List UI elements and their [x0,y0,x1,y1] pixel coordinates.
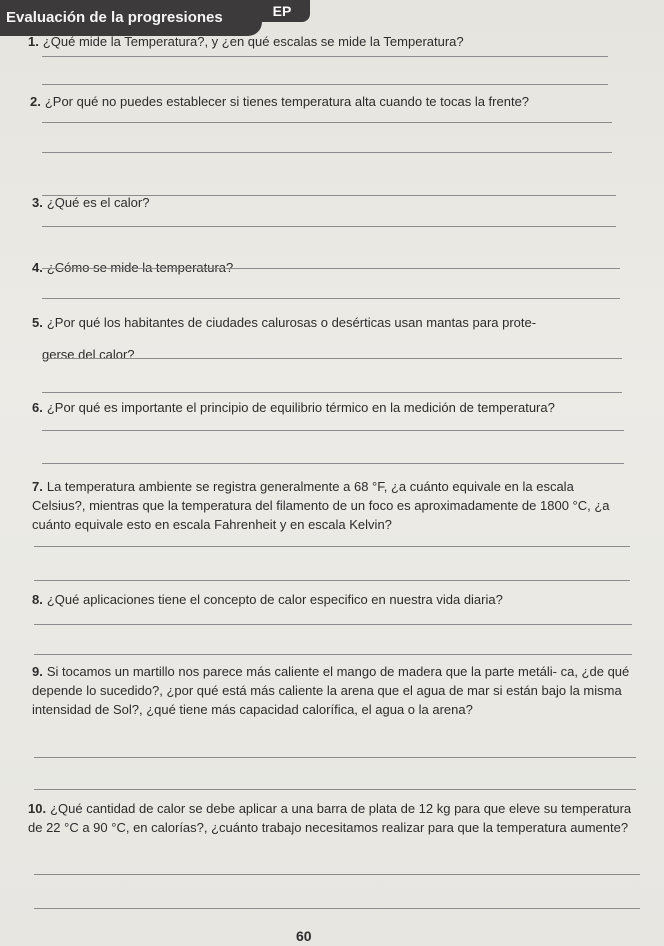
question-7 [32,477,628,534]
question-text: ¿Qué aplicaciones tiene el concepto de calor especifico en nuestra vida diaria? [46,592,503,607]
question-number: 6. [32,400,43,415]
answer-line[interactable] [34,757,636,758]
answer-line[interactable] [42,268,620,269]
answer-line[interactable] [42,463,624,464]
question-text: ¿Por qué no puedes establecer si tienes temperatura alta cuando te tocas la frente? [44,94,530,109]
answer-line[interactable] [34,789,636,790]
answer-line[interactable] [42,358,622,359]
answer-line[interactable] [42,392,622,393]
page-number: 60 [296,928,312,944]
answer-line[interactable] [42,430,624,431]
question-number: 8. [32,592,43,607]
question-number: 9. [32,664,43,679]
answer-line[interactable] [34,874,640,875]
answer-line[interactable] [34,546,630,547]
answer-line[interactable] [34,908,640,909]
section-title: Evaluación de la progresiones [0,0,262,36]
question-number: 3. [32,195,43,210]
question-number: 5. [32,315,43,330]
answer-line[interactable] [42,152,612,153]
question-text: ¿Por qué los habitantes de ciudades calurosas o desérticas usan mantas para prote- [46,315,537,330]
answer-line[interactable] [34,654,632,655]
question-10 [28,799,642,837]
question-number: 1. [28,34,39,49]
answer-line[interactable] [42,84,608,85]
question-text: ¿Qué es el calor? [46,195,150,210]
question-2 [30,92,630,111]
question-text: Si tocamos un martillo nos parece más caliente el mango de madera que la parte metáli- ca, ¿de qué depende lo sucedido?, ¿por qué está más caliente la arena que el agua de mar si están bajo la misma intensidad de Sol?, ¿qué tiene más capacidad calorífica, el agua o la arena? [32,664,630,717]
question-5 [32,313,632,332]
question-5-continuation: gerse del calor? [42,347,135,362]
answer-line[interactable] [42,56,608,57]
question-text: ¿Qué cantidad de calor se debe aplicar a una barra de plata de 12 kg para que eleve su temperatura de 22 °C a 90 °C, en calorías?, ¿cuánto trabajo necesitamos realizar para que la temperatura aumente? [28,801,632,835]
question-text: La temperatura ambiente se registra generalmente a 68 °F, ¿a cuánto equivale en la escala Celsius?, mientras que la temperatura del filamento de un foco es aproximadamente de 1800 °C, ¿a cuánto equivale esto en escala Fahrenheit y en escala Kelvin? [32,479,610,532]
question-number: 4. [32,260,43,275]
question-text: ¿Por qué es importante el principio de equilibrio térmico en la medición de temperatura? [46,400,555,415]
question-9 [32,662,636,719]
section-badge: EP [254,0,310,22]
question-text: ¿Qué mide la Temperatura?, y ¿en qué escalas se mide la Temperatura? [42,34,464,49]
question-number: 7. [32,479,43,494]
question-8 [32,590,632,609]
answer-line[interactable] [34,580,630,581]
answer-line[interactable] [42,195,616,196]
question-number: 2. [30,94,41,109]
question-1 [28,32,628,51]
question-number: 10. [28,801,47,816]
question-6 [32,398,642,417]
question-text: ¿Cómo se mide la temperatura? [46,260,234,275]
answer-line[interactable] [42,298,620,299]
answer-line[interactable] [42,122,612,123]
answer-line[interactable] [34,624,632,625]
answer-line[interactable] [42,226,616,227]
